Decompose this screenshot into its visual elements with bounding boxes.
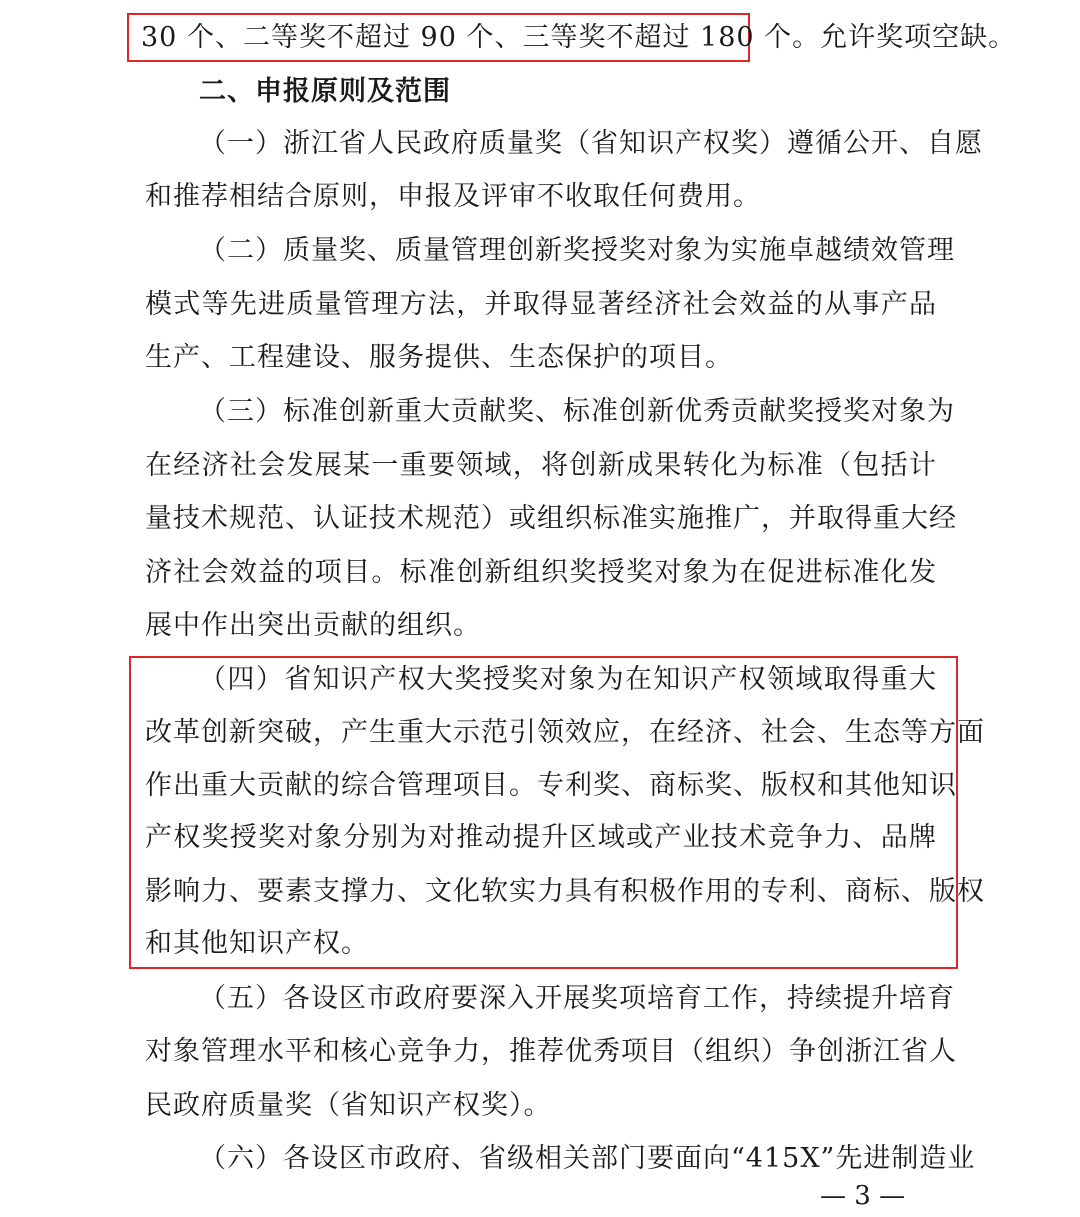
text-line: 展中作出突出贡献的组织。 (145, 610, 481, 641)
text-line: 量技术规范、认证技术规范）或组织标准实施推广，并取得重大经 (145, 503, 957, 534)
text-line: 改革创新突破，产生重大示范引领效应，在经济、社会、生态等方面 (145, 717, 985, 748)
text-line: 民政府质量奖（省知识产权奖）。 (145, 1090, 552, 1121)
text-line: （四）省知识产权大奖授奖对象为在知识产权领域取得重大 (199, 664, 937, 695)
text-line: 作出重大贡献的综合管理项目。专利奖、商标奖、版权和其他知识 (145, 770, 957, 801)
text-line: （五）各设区市政府要深入开展奖项培育工作，持续提升培育 (199, 983, 955, 1014)
text-line: 在经济社会发展某一重要领域，将创新成果转化为标准（包括计 (145, 450, 937, 481)
text-line: 生产、工程建设、服务提供、生态保护的项目。 (145, 342, 733, 373)
text-line: 对象管理水平和核心竞争力，推荐优秀项目（组织）争创浙江省人 (145, 1036, 957, 1067)
text-line: 和推荐相结合原则，申报及评审不收取任何费用。 (145, 181, 761, 212)
text-line: 和其他知识产权。 (145, 928, 369, 959)
text-line: （六）各设区市政府、省级相关部门要面向“415X”先进制造业 (199, 1143, 976, 1174)
text-line: 产权奖授奖对象分别为对推动提升区域或产业技术竞争力、品牌 (145, 822, 937, 853)
text-line: 30 个、二等奖不超过 90 个、三等奖不超过 180 个。允许奖项空缺。 (141, 22, 1017, 53)
text-line: （一）浙江省人民政府质量奖（省知识产权奖）遵循公开、自愿 (199, 128, 983, 159)
text-line: 济社会效益的项目。标准创新组织奖授奖对象为在促进标准化发 (145, 557, 937, 588)
text-line: 影响力、要素支撑力、文化软实力具有积极作用的专利、商标、版权 (145, 876, 985, 907)
section-heading: 二、申报原则及范围 (199, 76, 451, 107)
text-line: （三）标准创新重大贡献奖、标准创新优秀贡献奖授奖对象为 (199, 396, 955, 427)
highlight-box-section-4 (129, 656, 985, 969)
text-line: （二）质量奖、质量管理创新奖授奖对象为实施卓越绩效管理 (199, 235, 955, 266)
text-line: 模式等先进质量管理方法，并取得显著经济社会效益的从事产品 (145, 289, 937, 320)
page-number: — 3 — (820, 1181, 906, 1211)
